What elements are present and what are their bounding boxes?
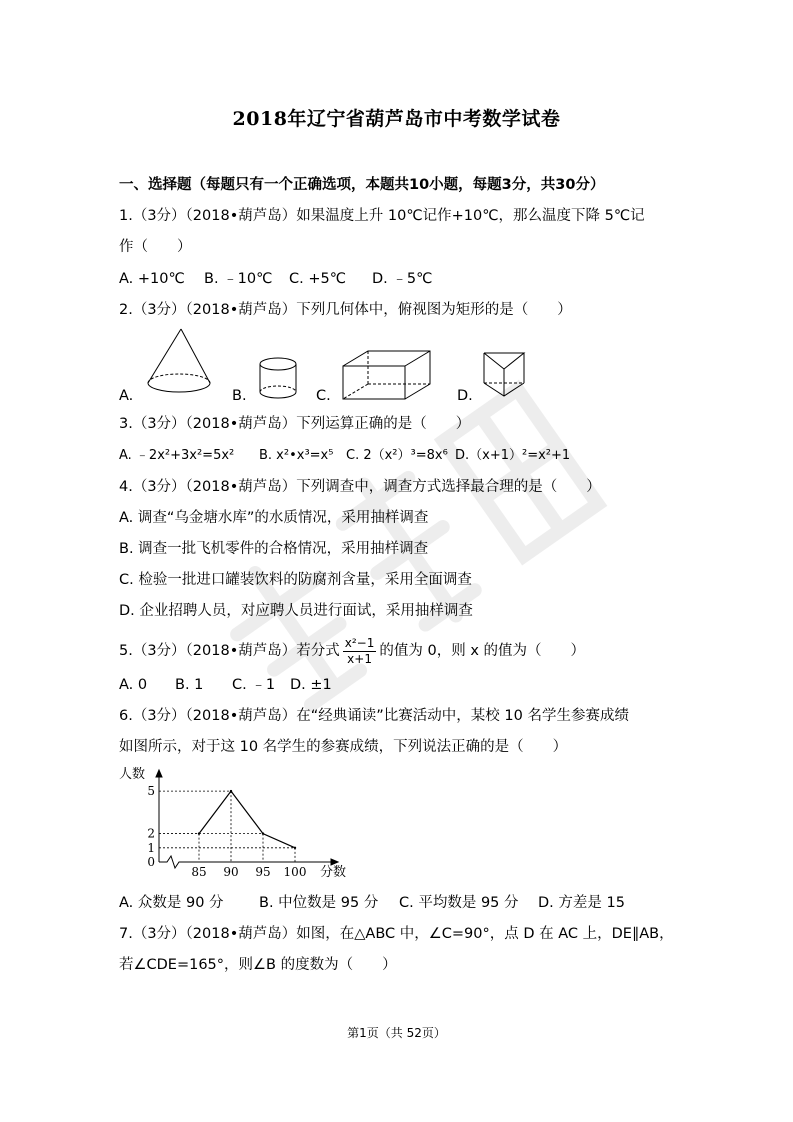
q2-stem: 2.（3分）（2018•葫芦岛）下列几何体中，俯视图为矩形的是（ ） <box>119 302 572 318</box>
page-title: 2018年辽宁省葫芦岛市中考数学试卷 <box>232 108 561 130</box>
cone-figure <box>148 329 210 392</box>
y-axis-label: 人数 <box>119 767 146 782</box>
data-point-90 <box>230 790 232 792</box>
q4-stem: 4.（3分）（2018•葫芦岛）下列调查中，调查方式选择最合理的是（ ） <box>119 479 601 495</box>
q1-option-b: B. ﹣10℃ <box>204 271 273 287</box>
q5-stem <box>119 634 585 668</box>
q5-option-c: C. ﹣1 <box>232 677 276 693</box>
q1-option-d: D. ﹣5℃ <box>372 271 433 287</box>
q3-option-c: C. 2（x²）³=8x⁶ <box>346 448 448 463</box>
q7-stem-line1: 7.（3分）（2018•葫芦岛）如图，在△ABC 中，∠C=90°，点 D 在 AC 上，DE∥AB， <box>119 926 674 942</box>
q4-option-c: C. 检验一批进口罐装饮料的防腐剂含量，采用全面调查 <box>119 572 472 588</box>
y-tick-0: 0 <box>147 855 155 869</box>
q2-option-d: D. <box>457 388 473 404</box>
data-point-95 <box>262 832 264 834</box>
series-line <box>199 791 295 848</box>
q3-stem: 3.（3分）（2018•葫芦岛）下列运算正确的是（ ） <box>119 416 471 432</box>
q5-numerator: x²−1 <box>344 635 375 650</box>
y-tick-1: 1 <box>147 840 155 855</box>
q1-option-a: A. +10℃ <box>119 271 185 287</box>
q4-option-b: B. 调查一批飞机零件的合格情况，采用抽样调查 <box>119 541 429 557</box>
q5-fraction <box>343 636 377 667</box>
q4-option-a: A. 调查“乌金塘水库”的水质情况，采用抽样调查 <box>119 510 429 526</box>
y-tick-2: 2 <box>147 826 155 841</box>
q6-option-b: B. 中位数是 95 分 <box>259 895 379 911</box>
y-tick-5: 5 <box>147 784 155 799</box>
prism-figure <box>484 353 524 396</box>
data-point-85 <box>198 832 200 834</box>
page-footer: 第1页（共 52页） <box>347 1026 446 1040</box>
q3-option-d: D.（x+1）²=x²+1 <box>455 448 571 463</box>
q5-denominator: x+1 <box>347 651 372 666</box>
q2-option-b: B. <box>232 388 247 404</box>
q3-option-a: A. ﹣2x²+3x²=5x² <box>119 448 235 463</box>
q6-stem-line1: 6.（3分）（2018•葫芦岛）在“经典诵读”比赛活动中，某校 10 名学生参赛成绩 <box>119 708 629 724</box>
q1-option-c: C. +5℃ <box>289 271 347 287</box>
q6-option-c: C. 平均数是 95 分 <box>399 895 519 911</box>
q6-option-a: A. 众数是 90 分 <box>119 895 224 911</box>
q5-option-b: B. 1 <box>175 677 204 693</box>
q5-option-a: A. 0 <box>119 677 148 693</box>
q4-option-d: D. 企业招聘人员，对应聘人员进行面试，采用抽样调查 <box>119 603 473 619</box>
q6-line-chart <box>117 762 357 884</box>
data-point-100 <box>294 847 296 849</box>
q5-prefix: 5.（3分）（2018•葫芦岛）若分式 <box>119 643 340 659</box>
y-axis-arrow <box>156 770 162 777</box>
x-tick-100: 100 <box>283 865 307 879</box>
q2-option-a: A. <box>119 388 134 404</box>
x-tick-85: 85 <box>191 865 207 879</box>
q3-option-b: B. x²•x³=x⁵ <box>259 448 334 463</box>
q1-stem-line2: 作（ ） <box>119 239 192 255</box>
q5-option-d: D. ±1 <box>290 677 332 693</box>
q2-option-c: C. <box>316 388 331 404</box>
q6-stem-line2: 如图所示，对于这 10 名学生的参赛成绩，下列说法正确的是（ ） <box>119 739 568 755</box>
cylinder-figure <box>260 358 296 398</box>
q6-option-d: D. 方差是 15 <box>538 895 625 911</box>
q7-stem-line2: 若∠CDE=165°，则∠B 的度数为（ ） <box>119 957 397 973</box>
q5-suffix: 的值为 0，则 x 的值为（ ） <box>379 643 586 659</box>
cuboid-figure <box>343 351 430 399</box>
x-tick-95: 95 <box>255 865 271 879</box>
x-tick-90: 90 <box>223 865 239 879</box>
section-heading: 一、选择题（每题只有一个正确选项，本题共10小题，每题3分，共30分） <box>119 177 605 193</box>
x-axis-label: 分数 <box>320 865 347 880</box>
q1-stem-line1: 1.（3分）（2018•葫芦岛）如果温度上升 10℃记作+10℃，那么温度下降 5℃记 <box>119 208 645 224</box>
